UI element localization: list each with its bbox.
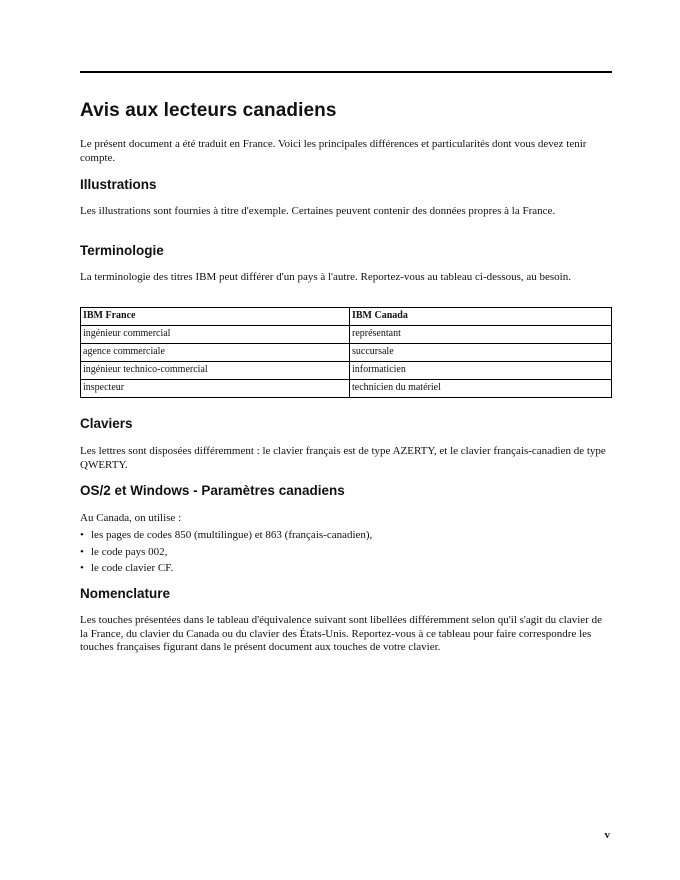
illustrations-paragraph: Les illustrations sont fournies à titre d'exemple. Certaines peuvent contenir des données propres à la France. <box>80 205 556 217</box>
claviers-paragraph: Les lettres sont disposées différemment : le clavier français est de type AZERTY, et le clavier français-canadien de type QWERTY. <box>80 445 606 471</box>
table-row <box>81 380 612 398</box>
bullet-marker: • <box>80 562 84 574</box>
section-title-nomenclature: Nomenclature <box>80 586 171 601</box>
top-rule <box>80 71 612 73</box>
section-title-illustrations: Illustrations <box>80 177 157 192</box>
os2-settings-list <box>80 527 372 577</box>
bullet-marker: • <box>80 545 84 558</box>
list-item <box>80 527 372 544</box>
list-item-text: les pages de codes 850 (multilingue) et 863 (français-canadien), <box>91 529 373 541</box>
os2-intro: Au Canada, on utilise : <box>80 512 182 524</box>
bullet-marker: • <box>80 529 84 541</box>
table-header-row <box>81 308 612 326</box>
nomenclature-paragraph: Les touches présentées dans le tableau d'équivalence suivant sont libellées différemment selon qu'il s'agit du clavier de la France, du clavier du Canada ou du clavier des États-Unis. Reportez-vous à ce tableau pour faire correspondre les touches françaises figurant dans le présent document aux touches de votre clavier. <box>80 614 602 654</box>
section-title-claviers: Claviers <box>80 416 133 431</box>
table-row <box>81 362 612 380</box>
table-header-cell: IBM Canada <box>350 308 612 326</box>
table-header-cell: IBM France <box>81 308 350 326</box>
table-cell: agence commerciale <box>81 344 350 362</box>
table-cell: représentant <box>350 326 612 344</box>
list-item-text: le code clavier CF. <box>91 562 174 574</box>
terminologie-paragraph: La terminologie des titres IBM peut différer d'un pays à l'autre. Reportez-vous au tableau ci-dessous, au besoin. <box>80 271 571 283</box>
list-item-text: le code pays 002, <box>91 545 168 558</box>
intro-paragraph: Le présent document a été traduit en France. Voici les principales différences et particularités dont vous devez tenir compte. <box>80 138 587 164</box>
section-title-terminologie: Terminologie <box>80 243 164 258</box>
list-item <box>80 544 372 561</box>
table-row <box>81 326 612 344</box>
section-title-os2-windows: OS/2 et Windows - Paramètres canadiens <box>80 483 345 498</box>
table-cell: technicien du matériel <box>350 380 612 398</box>
table-cell: ingénieur technico-commercial <box>81 362 350 380</box>
page-number: v <box>604 829 610 841</box>
list-item <box>80 560 372 577</box>
table-cell: informaticien <box>350 362 612 380</box>
table-cell: inspecteur <box>81 380 350 398</box>
table-row <box>81 344 612 362</box>
table-cell: succursale <box>350 344 612 362</box>
terminology-table <box>80 307 612 398</box>
page-title: Avis aux lecteurs canadiens <box>80 100 337 121</box>
table-cell: ingénieur commercial <box>81 326 350 344</box>
